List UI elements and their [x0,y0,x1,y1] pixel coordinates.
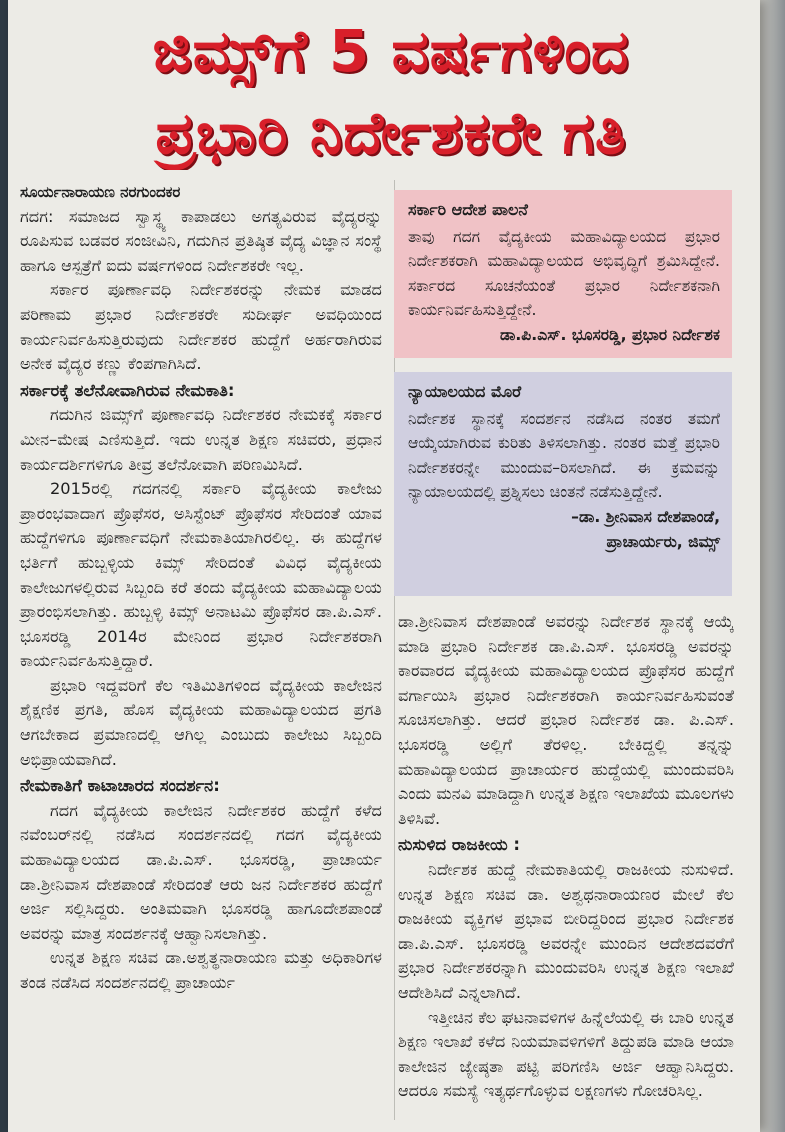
headline-line-2: ಪ್ರಭಾರಿ ನಿರ್ದೇಶಕರೇ ಗತಿ [155,99,627,167]
article-paragraph: ಗದಗ ವೈದ್ಯಕೀಯ ಕಾಲೇಜಿನ ನಿರ್ದೇಶಕರ ಹುದ್ದೆಗೆ ಕಳೆದ ನವೆಂಬರ್‌ನಲ್ಲಿ ನಡೆಸಿದ ಸಂದರ್ಶನದಲ್ಲಿ ಗದಗ ವೈದ್ಯಕೀಯ ಮಹಾವಿದ್ಯಾಲಯದ ಡಾ.ಪಿ.ಎಸ್. ಭೂಸರಡ್ಡಿ, ಪ್ರಾಚಾರ್ಯ ಡಾ.ಶ್ರೀನಿವಾಸ ದೇಶಪಾಂಡೆ ಸೇರಿದಂತೆ ಆರು ಜನ ನಿರ್ದೇಶಕರ ಹುದ್ದೆಗೆ ಅರ್ಜಿ ಸಲ್ಲಿಸಿದ್ದರು. ಅಂತಿಮವಾಗಿ ಭೂಸರಡ್ಡಿ ಹಾಗೂದೇಶಪಾಂಡೆ ಅವರನ್ನು ಮಾತ್ರ ಸಂದರ್ಶನಕ್ಕೆ ಆಹ್ವಾನಿಸಲಾಗಿತ್ತು. [20,800,382,943]
article-paragraph: ಇತ್ತೀಚಿನ ಕೆಲ ಘಟನಾವಳಿಗಳ ಹಿನ್ನೆಲೆಯಲ್ಲಿ ಈ ಬಾರಿ ಉನ್ನತ ಶಿಕ್ಷಣ ಇಲಾಖೆ ಕಳೆದ ನಿಯಮಾವಳಿಗಳಿಗೆ ತಿದ್ದುಪಡಿ ಮಾಡಿ ಆಯಾ ಕಾಲೇಜಿನ ಜ್ಯೇಷ್ಠತಾ ಪಟ್ಟಿ ಪರಿಗಣಿಸಿ ಅರ್ಜಿ ಆಹ್ವಾನಿಸಿದ್ದರು. ಆದರೂ ಸಮಸ್ಯೆ ಇತ್ಯರ್ಥಗೊಳ್ಳುವ ಲಕ್ಷಣಗಳು ಗೋಚರಿಸಿಲ್ಲ. [398,1007,734,1101]
article-paragraph: ಡಾ.ಶ್ರೀನಿವಾಸ ದೇಶಪಾಂಡೆ ಅವರನ್ನು ನಿರ್ದೇಶಕ ಸ್ಥಾನಕ್ಕೆ ಆಯ್ಕೆ ಮಾಡಿ ಪ್ರಭಾರಿ ನಿರ್ದೇಶಕ ಡಾ.ಪಿ.ಎಸ್. ಭೂಸರಡ್ಡಿ ಅವರನ್ನು ಕಾರವಾರದ ವೈದ್ಯಕೀಯ ಮಹಾವಿದ್ಯಾಲಯದ ಪ್ರೊಫೆಸರ ಹುದ್ದೆಗೆ ವರ್ಗಾಯಿಸಿ ಪ್ರಭಾರ ನಿರ್ದೇಶಕರಾಗಿ ಕಾರ್ಯನಿರ್ವಹಿಸುವಂತೆ ಸೂಚಿಸಲಾಗಿತ್ತು. ಆದರೆ ಪ್ರಭಾರ ನಿರ್ದೇಶಕ ಡಾ. ಪಿ.ಎಸ್. ಭೂಸರಡ್ಡಿ ಅಲ್ಲಿಗೆ ತೆರಳಿಲ್ಲ. ಬೇಕಿದ್ದಲ್ಲಿ ತನ್ನನ್ನು ಮಹಾವಿದ್ಯಾಲಯದ ಪ್ರಾಚಾರ್ಯರ ಹುದ್ದೆಯಲ್ಲಿ ಮುಂದುವರಿಸಿ ಎಂದು ಮನವಿ ಮಾಡಿದ್ದಾಗಿ ಉನ್ನತ ಶಿಕ್ಷಣ ಇಲಾಖೆಯ ಮೂಲಗಳು ತಿಳಿಸಿವೆ. [398,612,734,828]
byline: ಸೂರ್ಯನಾರಾಯಣ ನರಗುಂದಕರ [20,183,181,201]
article-paragraph: ಪ್ರಭಾರಿ ಇದ್ದವರಿಗೆ ಕೆಲ ಇತಿಮಿತಿಗಳಿಂದ ವೈದ್ಯಕೀಯ ಕಾಲೇಜಿನ ಶೈಕ್ಷಣಿಕ ಪ್ರಗತಿ, ಹೊಸ ವೈದ್ಯಕೀಯ ಮಹಾವಿದ್ಯಾಲಯದ ಪ್ರಗತಿ ಆಗಬೇಕಾದ ಪ್ರಮಾಣದಲ್ಲಿ ಆಗಿಲ್ಲ ಎಂಬುದು ಕಾಲೇಜು ಸಿಬ್ಬಂದಿ ಅಭಿಪ್ರಾಯವಾಗಿದೆ. [20,675,382,769]
headline-line-1: ಜಿಮ್ಸ್‌ಗೆ 5 ವರ್ಷಗಳಿಂದ [152,17,630,85]
box-signature: ಡಾ.ಪಿ.ಎಸ್. ಭೂಸರಡ್ಡಿ, ಪ್ರಭಾರ ನಿರ್ದೇಶಕ [499,325,720,344]
box-signature: –ಡಾ. ಶ್ರೀನಿವಾಸ ದೇಶಪಾಂಡೆ, [571,507,720,526]
newspaper-clipping [8,0,760,1132]
subheading: ಸರ್ಕಾರಕ್ಕೆ ತಲೆನೋವಾಗಿರುವ ನೇಮಕಾತಿ: [20,380,235,400]
quote-box-pink [394,190,732,358]
article-paragraph: ಗದುಗಿನ ಜಿಮ್ಸ್‌ಗೆ ಪೂರ್ಣಾವಧಿ ನಿರ್ದೇಶಕರ ನೇಮಕಕ್ಕೆ ಸರ್ಕಾರ ಮೀನ–ಮೇಷ ಎಣಿಸುತ್ತಿದೆ. ಇದು ಉನ್ನತ ಶಿಕ್ಷಣ ಸಚಿವರು, ಪ್ರಧಾನ ಕಾರ್ಯದರ್ಶಿಗಳಿಗೂ ತೀವ್ರ ತಲೆನೋವಾಗಿ ಪರಿಣಮಿಸಿದೆ. [20,405,382,474]
box-title: ನ್ಯಾಯಾಲಯದ ಮೊರೆ [408,382,522,401]
subheading: ನೇಮಕಾತಿಗೆ ಕಾಟಾಚಾರದ ಸಂದರ್ಶನ: [20,776,220,796]
quote-box-blue [394,372,732,596]
left-column [20,180,382,996]
box-signature: ಪ್ರಾಚಾರ್ಯರು, ಜಿಮ್ಸ್ [606,532,720,551]
article-paragraph: ಸರ್ಕಾರ ಪೂರ್ಣಾವಧಿ ನಿರ್ದೇಶಕರನ್ನು ನೇಮಕ ಮಾಡದ ಪರಿಣಾಮ ಪ್ರಭಾರ ನಿರ್ದೇಶಕರೇ ಸುದೀರ್ಘ ಅವಧಿಯಿಂದ ಕಾರ್ಯನಿರ್ವಹಿಸುತ್ತಿರುವುದು ನಿರ್ದೇಶಕರ ಹುದ್ದೆಗೆ ಅರ್ಹರಾಗಿರುವ ಅನೇಕ ವೈದ್ಯರ ಕಣ್ಣು ಕೆಂಪಗಾಗಿಸಿದೆ. [20,280,382,374]
article-paragraph: ನಿರ್ದೇಶಕ ಹುದ್ದೆ ನೇಮಕಾತಿಯಲ್ಲಿ ರಾಜಕೀಯ ನುಸುಳಿದೆ. ಉನ್ನತ ಶಿಕ್ಷಣ ಸಚಿವ ಡಾ. ಅಶ್ವಥನಾರಾಯಣರ ಮೇಲೆ ಕೆಲ ರಾಜಕೀಯ ವ್ಯಕ್ತಿಗಳ ಪ್ರಭಾವ ಬೀರಿದ್ದರಿಂದ ಪ್ರಭಾರ ನಿರ್ದೇಶಕ ಡಾ.ಪಿ.ಎಸ್. ಭೂಸರಡ್ಡಿ ಅವರನ್ನೇ ಮುಂದಿನ ಆದೇಶದವರೆಗೆ ಪ್ರಭಾರ ನಿರ್ದೇಶಕರನ್ನಾಗಿ ಮುಂದುವರಿಸಿ ಉನ್ನತ ಶಿಕ್ಷಣ ಇಲಾಖೆ ಆದೇಶಿಸಿದೆ ಎನ್ನಲಾಗಿದೆ. [398,859,734,1002]
article-paragraph: ಉನ್ನತ ಶಿಕ್ಷಣ ಸಚಿವ ಡಾ.ಅಶ್ವತ್ಥನಾರಾಯಣ ಮತ್ತು ಅಧಿಕಾರಿಗಳ ತಂಡ ನಡೆಸಿದ ಸಂದರ್ಶನದಲ್ಲಿ ಪ್ರಾಚಾರ್ಯ [20,948,382,992]
right-column [398,610,734,1104]
article-paragraph: 2015ರಲ್ಲಿ ಗದಗನಲ್ಲಿ ಸರ್ಕಾರಿ ವೈದ್ಯಕೀಯ ಕಾಲೇಜು ಪ್ರಾರಂಭವಾದಾಗ ಪ್ರೊಫೆಸರ, ಅಸಿಸ್ಟೆಂಟ್ ಪ್ರೊಫೆಸರ ಸೇರಿದಂತೆ ಯಾವ ಹುದ್ದೆಗಳಿಗೂ ಪೂರ್ಣಾವಧಿಗೆ ನೇಮಕಾತಿಯಾಗಿರಲಿಲ್ಲ. ಈ ಹುದ್ದೆಗಳ ಭರ್ತಿಗೆ ಹುಬ್ಬಳ್ಳಿಯ ಕಿಮ್ಸ್ ಸೇರಿದಂತೆ ವಿವಿಧ ವೈದ್ಯಕೀಯ ಕಾಲೇಜುಗಳಲ್ಲಿರುವ ಸಿಬ್ಬಂದಿ ಕರೆ ತಂದು ವೈದ್ಯಕೀಯ ಮಹಾವಿದ್ಯಾಲಯ ಪ್ರಾರಂಭಿಸಲಾಗಿತ್ತು. ಹುಬ್ಬಳ್ಳಿ ಕಿಮ್ಸ್ ಅನಾಟಮಿ ಪ್ರೊಫೆಸರ ಡಾ.ಪಿ.ಎಸ್. ಭೂಸರಡ್ಡಿ 2014ರ ಮೇನಿಂದ ಪ್ರಭಾರ ನಿರ್ದೇಶಕರಾಗಿ ಕಾರ್ಯನಿರ್ವಹಿಸುತ್ತಿದ್ದಾರೆ. [20,479,382,671]
adjacent-page-edge [760,0,785,1132]
box-title: ಸರ್ಕಾರಿ ಆದೇಶ ಪಾಲನೆ [408,200,528,219]
article-paragraph: ಗದಗ: ಸಮಾಜದ ಸ್ವಾಸ್ಥ್ಯ ಕಾಪಾಡಲು ಅಗತ್ಯವಿರುವ ವೈದ್ಯರನ್ನು ರೂಪಿಸುವ ಬಡವರ ಸಂಜೀವಿನಿ, ಗದುಗಿನ ಪ್ರತಿಷ್ಠಿತ ವೈದ್ಯ ವಿಜ್ಞಾನ ಸಂಸ್ಥೆ ಹಾಗೂ ಆಸ್ಪತ್ರೆಗೆ ಐದು ವರ್ಷಗಳಿಂದ ನಿರ್ದೇಶಕರೇ ಇಲ್ಲ. [20,206,382,275]
subheading: ನುಸುಳಿದ ರಾಜಕೀಯ : [398,835,520,855]
box-text: ತಾವು ಗದಗ ವೈದ್ಯಕೀಯ ಮಹಾವಿದ್ಯಾಲಯದ ಪ್ರಭಾರ ನಿರ್ದೇಶಕರಾಗಿ ಮಹಾವಿದ್ಯಾಲಯದ ಅಭಿವೃದ್ಧಿಗೆ ಶ್ರಮಿಸಿದ್ದೇನೆ. ಸರ್ಕಾರದ ಸೂಚನೆಯಂತೆ ಪ್ರಭಾರ ನಿರ್ದೇಶಕನಾಗಿ ಕಾರ್ಯನಿರ್ವಹಿಸುತ್ತಿದ್ದೇನೆ. [408,227,720,320]
box-text: ನಿರ್ದೇಶಕ ಸ್ಥಾನಕ್ಕೆ ಸಂದರ್ಶನ ನಡೆಸಿದ ನಂತರ ತಮಗೆ ಆಯ್ಕೆಯಾಗಿರುವ ಕುರಿತು ತಿಳಿಸಲಾಗಿತ್ತು. ನಂತರ ಮತ್ತೆ ಪ್ರಭಾರಿ ನಿರ್ದೇಶಕರನ್ನೇ ಮುಂದುವ–ರಿಸಲಾಗಿದೆ. ಈ ಕ್ರಮವನ್ನು ನ್ಯಾಯಾಲಯದಲ್ಲಿ ಪ್ರಶ್ನಿಸಲು ಚಿಂತನೆ ನಡೆಸುತ್ತಿದ್ದೇನೆ. [408,409,720,502]
